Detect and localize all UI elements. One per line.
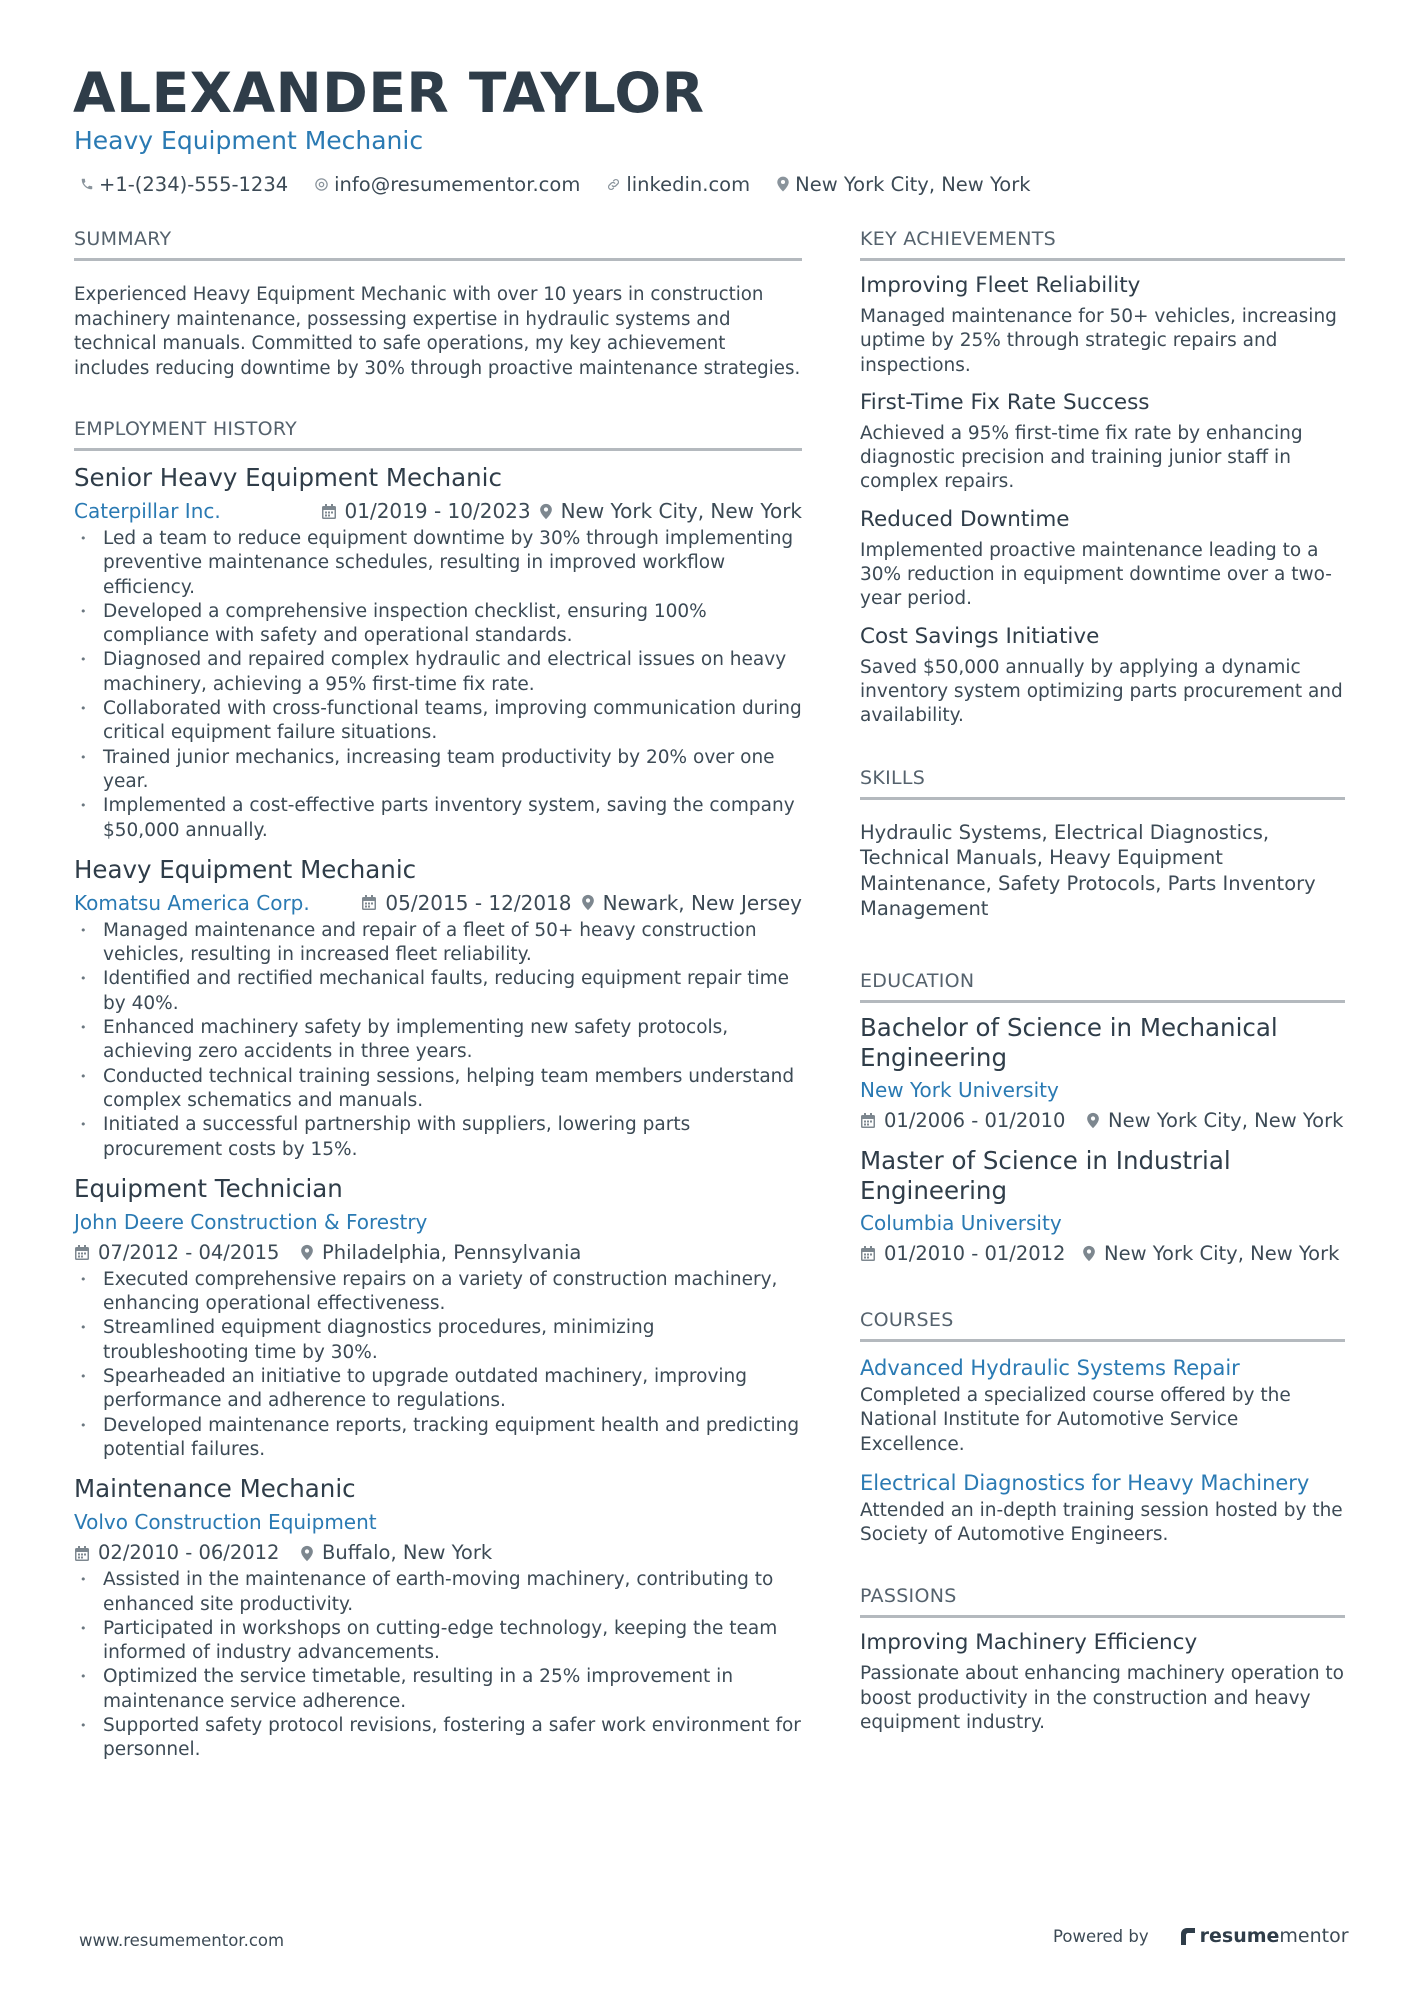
job-dates-text: 01/2019 - 10/2023 xyxy=(344,499,531,523)
education-location xyxy=(1082,1239,1339,1269)
location-pin-icon xyxy=(581,894,595,911)
job-location-text: Newark, New Jersey xyxy=(602,890,802,915)
education-meta xyxy=(860,1106,1345,1136)
job-dates-text: 07/2012 - 04/2015 xyxy=(98,1240,280,1264)
job-meta xyxy=(74,495,802,527)
list-item: • Conducted technical training sessions, helping team members understand complex schematics and manuals. xyxy=(74,1065,802,1114)
list-item: • Collaborated with cross-functional teams, improving communication during critical equipment failure situations. xyxy=(74,697,802,746)
course-title[interactable]: Electrical Diagnostics for Heavy Machinery xyxy=(860,1470,1310,1495)
section-heading: SUMMARY xyxy=(74,226,802,261)
achievement-desc: Managed maintenance for 50+ vehicles, increasing uptime by 25% through strategic repairs and inspections. xyxy=(860,306,1337,376)
brand-logo-icon xyxy=(1179,1926,1197,1946)
job-bullets xyxy=(74,527,802,843)
education-dates-text: 01/2010 - 01/2012 xyxy=(884,1241,1066,1265)
job-meta xyxy=(74,887,802,919)
list-item: • Streamlined equipment diagnostics procedures, minimizing troubleshooting time by 30%. xyxy=(74,1316,802,1365)
achievement-desc: Implemented proactive maintenance leading to a 30% reduction in equipment downtime over a two-year period. xyxy=(860,539,1332,610)
summary-section xyxy=(74,226,802,381)
job-location xyxy=(581,887,802,919)
degree-title: Master of Science in Industrial Engineering xyxy=(860,1145,1231,1206)
list-item: • Identified and rectified mechanical faults, reducing equipment repair time by 40%. xyxy=(74,967,802,1016)
list-item: • Executed comprehensive repairs on a variety of construction machinery, enhancing operational effectiveness. xyxy=(74,1268,802,1317)
candidate-name: ALEXANDER TAYLOR xyxy=(73,61,705,125)
achievement-desc: Achieved a 95% first-time fix rate by enhancing diagnostic precision and training junior staff in complex repairs. xyxy=(860,422,1303,493)
section-heading: KEY ACHIEVEMENTS xyxy=(860,226,1345,261)
school-name: New York University xyxy=(860,1077,1059,1102)
brand-rest: mentor xyxy=(1279,1925,1349,1947)
job-location-text: New York City, New York xyxy=(560,499,802,523)
contact-phone[interactable] xyxy=(80,173,288,196)
education-dates xyxy=(860,1239,1082,1269)
section-heading: EMPLOYMENT HISTORY xyxy=(74,416,802,451)
job-entry xyxy=(74,853,802,1162)
link-icon xyxy=(606,177,621,192)
education-meta xyxy=(860,1239,1345,1269)
calendar-icon xyxy=(74,1545,90,1562)
linkedin-text: linkedin.com xyxy=(626,172,751,196)
achievement-title: First-Time Fix Rate Success xyxy=(860,389,1150,415)
education-location-text: New York City, New York xyxy=(1108,1108,1344,1132)
list-item: • Enhanced machinery safety by implementing new safety protocols, achieving zero accidents in three years. xyxy=(74,1016,802,1065)
list-item: • Implemented a cost-effective parts inventory system, saving the company $50,000 annually. xyxy=(74,794,802,843)
summary-text: Experienced Heavy Equipment Mechanic with over 10 years in construction machinery maintenance, possessing expertise in hydraulic systems and technical manuals. Committed to safe operations, my key achievement includes reducing downtime by 30% through proactive maintenance strategies. xyxy=(74,284,801,379)
location-pin-icon xyxy=(539,503,553,520)
location-text: New York City, New York xyxy=(795,172,1031,196)
job-entry xyxy=(74,1472,802,1762)
course-item xyxy=(860,1352,1345,1457)
job-meta-row xyxy=(74,1538,802,1568)
job-dates-text: 05/2015 - 12/2018 xyxy=(385,890,572,915)
school-name: Columbia University xyxy=(860,1210,1062,1235)
list-item: • Participated in workshops on cutting-edge technology, keeping the team informed of industry advancements. xyxy=(74,1617,802,1666)
at-icon xyxy=(314,177,329,192)
education-dates-text: 01/2006 - 01/2010 xyxy=(884,1108,1066,1132)
list-item: • Trained junior mechanics, increasing team productivity by 20% over one year. xyxy=(74,746,802,795)
section-heading: EDUCATION xyxy=(860,968,1345,1003)
skills-text: Hydraulic Systems, Electrical Diagnostics, Technical Manuals, Heavy Equipment Maintenance, Safety Protocols, Parts Inventory Management xyxy=(860,820,1316,921)
job-title: Senior Heavy Equipment Mechanic xyxy=(74,463,502,492)
calendar-icon xyxy=(361,894,377,911)
job-location xyxy=(539,495,802,527)
contact-email[interactable] xyxy=(314,173,580,196)
job-location xyxy=(300,1238,581,1268)
employment-section xyxy=(74,416,802,1763)
achievement-item xyxy=(860,505,1345,612)
calendar-icon xyxy=(860,1112,876,1129)
job-location-text: Buffalo, New York xyxy=(322,1541,493,1565)
job-dates xyxy=(321,495,539,527)
achievements-section xyxy=(860,226,1345,729)
list-item: • Developed maintenance reports, tracking equipment health and predicting potential failures. xyxy=(74,1414,802,1463)
contact-bar xyxy=(80,170,1057,198)
phone-icon xyxy=(80,177,94,191)
education-dates xyxy=(860,1106,1086,1136)
list-item: • Optimized the service timetable, resulting in a 25% improvement in maintenance service adherence. xyxy=(74,1665,802,1714)
section-heading: COURSES xyxy=(860,1307,1345,1342)
job-meta-row xyxy=(74,1238,802,1268)
job-bullets xyxy=(74,919,802,1162)
list-item: • Initiated a successful partnership with suppliers, lowering parts procurement costs by 15%. xyxy=(74,1113,802,1162)
section-heading: PASSIONS xyxy=(860,1583,1345,1618)
job-dates xyxy=(74,1538,300,1568)
location-pin-icon xyxy=(1082,1245,1096,1262)
passion-item xyxy=(860,1628,1345,1735)
calendar-icon xyxy=(860,1245,876,1262)
list-item: • Assisted in the maintenance of earth-moving machinery, contributing to enhanced site productivity. xyxy=(74,1568,802,1617)
section-heading: SKILLS xyxy=(860,765,1345,800)
contact-linkedin[interactable] xyxy=(606,173,750,196)
footer-powered xyxy=(1053,1925,1349,1947)
calendar-icon xyxy=(74,1244,90,1261)
achievement-title: Reduced Downtime xyxy=(860,506,1070,532)
powered-by-text: Powered by xyxy=(1053,1926,1149,1946)
passion-title: Improving Machinery Efficiency xyxy=(860,1630,1198,1656)
courses-section xyxy=(860,1307,1345,1547)
course-desc: Completed a specialized course offered by the National Institute for Automotive Service Excellence. xyxy=(860,1384,1291,1455)
location-pin-icon xyxy=(300,1244,314,1261)
job-title: Equipment Technician xyxy=(74,1173,343,1203)
job-dates xyxy=(361,887,580,919)
education-item xyxy=(860,1146,1345,1269)
achievement-item xyxy=(860,271,1345,378)
job-dates xyxy=(74,1238,300,1268)
list-item: • Spearheaded an initiative to upgrade outdated machinery, improving performance and adherence to regulations. xyxy=(74,1365,802,1414)
passions-section xyxy=(860,1583,1345,1735)
job-bullets xyxy=(74,1268,802,1462)
job-meta xyxy=(74,1506,802,1538)
achievement-title: Cost Savings Initiative xyxy=(860,623,1100,649)
phone-text: +1-(234)-555-1234 xyxy=(99,172,289,196)
job-entry xyxy=(74,1172,802,1462)
calendar-icon xyxy=(321,503,337,520)
achievement-desc: Saved $50,000 annually by applying a dynamic inventory system optimizing parts procurement and availability. xyxy=(860,656,1343,727)
job-dates-text: 02/2010 - 06/2012 xyxy=(98,1541,280,1565)
education-section xyxy=(860,968,1345,1269)
job-location-text: Philadelphia, Pennsylvania xyxy=(322,1240,582,1264)
candidate-title: Heavy Equipment Mechanic xyxy=(74,126,424,155)
achievement-item xyxy=(860,388,1345,495)
course-item xyxy=(860,1467,1345,1548)
list-item: • Supported safety protocol revisions, fostering a safer work environment for personnel. xyxy=(74,1714,802,1763)
job-company: Volvo Construction Equipment xyxy=(74,1510,377,1535)
job-company: Komatsu America Corp. xyxy=(74,890,310,915)
job-title: Heavy Equipment Mechanic xyxy=(74,854,417,884)
job-entry xyxy=(74,461,802,843)
job-location xyxy=(300,1538,492,1568)
location-pin-icon xyxy=(776,176,790,192)
left-column xyxy=(74,226,802,1763)
list-item: • Led a team to reduce equipment downtime by 30% through implementing preventive maintenance schedules, resulting in improved workflow efficiency. xyxy=(74,527,802,600)
education-location xyxy=(1086,1106,1343,1136)
job-bullets xyxy=(74,1568,802,1762)
location-pin-icon xyxy=(1086,1112,1100,1129)
contact-location xyxy=(776,173,1030,196)
course-desc: Attended an in-depth training session hosted by the Society of Automotive Engineers. xyxy=(860,1499,1343,1546)
job-title: Maintenance Mechanic xyxy=(74,1474,356,1504)
right-column xyxy=(860,226,1345,1735)
job-company: Caterpillar Inc. xyxy=(74,499,221,523)
skills-section xyxy=(860,765,1345,922)
list-item: • Managed maintenance and repair of a fleet of 50+ heavy construction vehicles, resulting in increased fleet reliability. xyxy=(74,919,802,968)
passion-desc: Passionate about enhancing machinery operation to boost productivity in the construction and heavy equipment industry. xyxy=(860,1663,1344,1734)
email-text: info@resumementor.com xyxy=(334,172,581,196)
location-pin-icon xyxy=(300,1545,314,1562)
achievement-title: Improving Fleet Reliability xyxy=(860,273,1141,298)
course-title[interactable]: Advanced Hydraulic Systems Repair xyxy=(860,1355,1240,1380)
degree-title: Bachelor of Science in Mechanical Engineering xyxy=(860,1012,1278,1073)
education-item xyxy=(860,1013,1345,1136)
job-company: John Deere Construction & Forestry xyxy=(74,1209,428,1234)
list-item: • Developed a comprehensive inspection checklist, ensuring 100% compliance with safety and operational standards. xyxy=(74,600,802,649)
list-item: • Diagnosed and repaired complex hydraulic and electrical issues on heavy machinery, achieving a 95% first-time fix rate. xyxy=(74,648,802,697)
job-meta xyxy=(74,1206,802,1238)
achievement-item xyxy=(860,622,1345,729)
brand-bold: resume xyxy=(1199,1925,1280,1947)
brand-logo[interactable] xyxy=(1179,1925,1349,1947)
footer-website[interactable]: www.resumementor.com xyxy=(79,1931,285,1950)
education-location-text: New York City, New York xyxy=(1104,1241,1340,1265)
